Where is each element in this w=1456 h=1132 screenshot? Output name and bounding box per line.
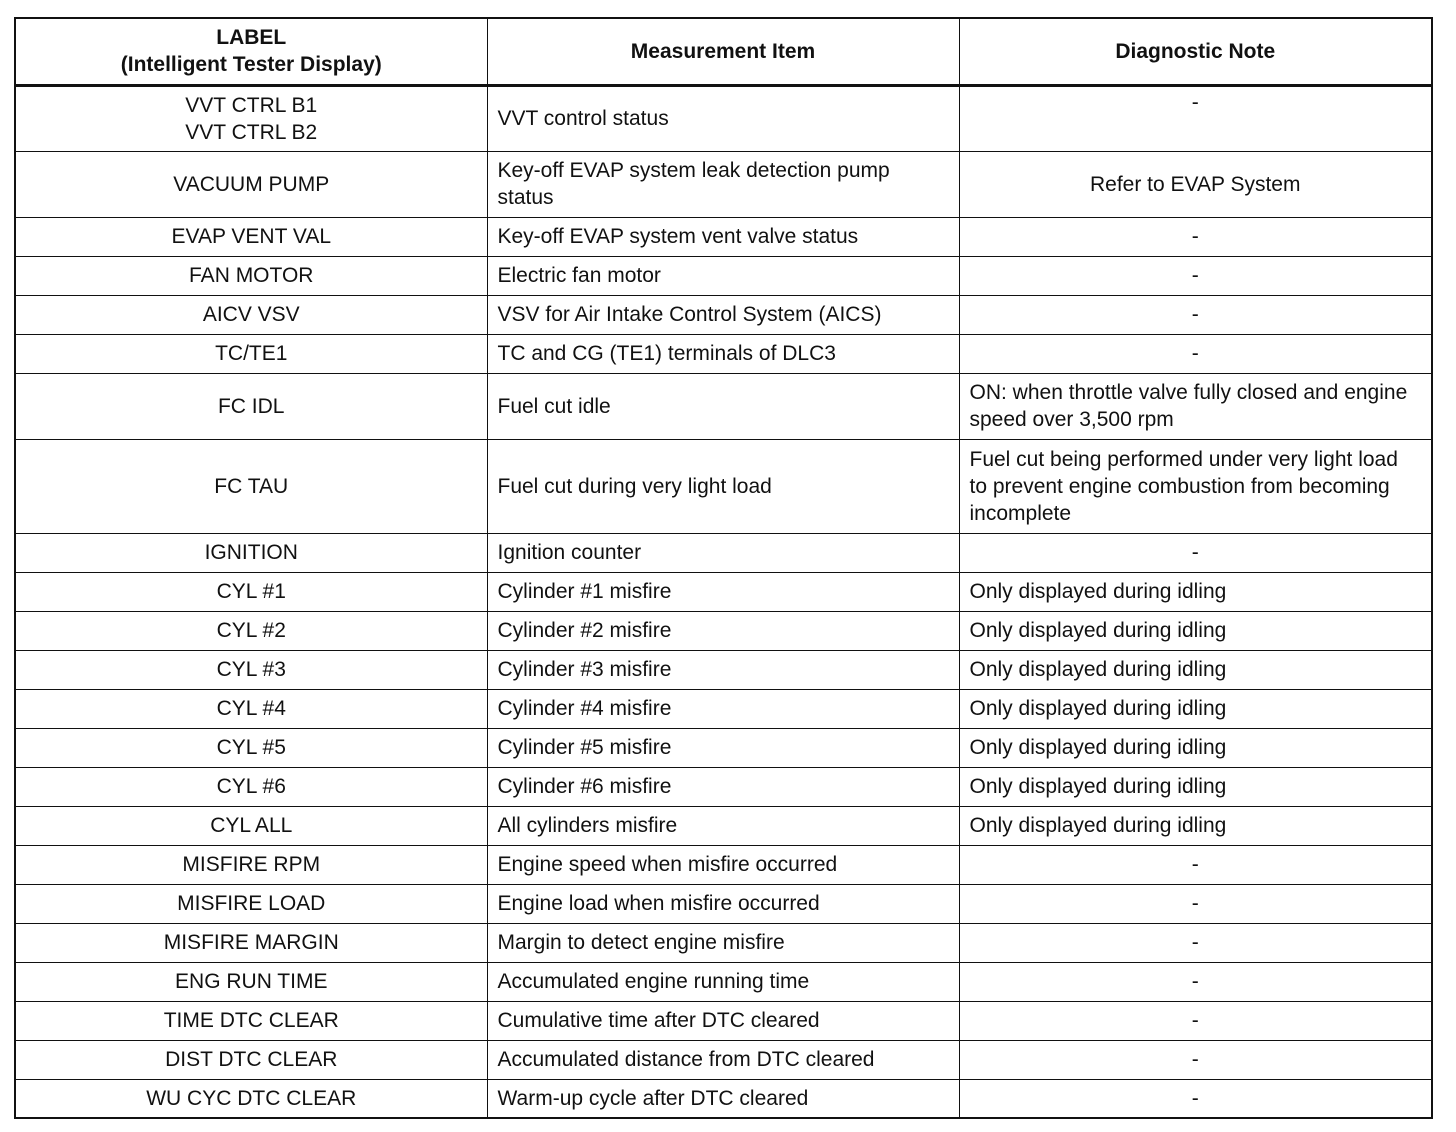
table-row	[15, 295, 1432, 334]
table-body	[15, 85, 1432, 1118]
measurement-item-cell: Accumulated distance from DTC cleared	[487, 1040, 959, 1079]
label-cell: FC IDL	[15, 373, 487, 439]
label-cell: CYL ALL	[15, 806, 487, 845]
diagnostic-note-cell: Only displayed during idling	[959, 767, 1432, 806]
diagnostic-note-cell: -	[959, 533, 1432, 572]
table-row	[15, 1001, 1432, 1040]
table-row	[15, 256, 1432, 295]
measurement-item-cell: Cylinder #6 misfire	[487, 767, 959, 806]
label-cell: AICV VSV	[15, 295, 487, 334]
label-cell: TC/TE1	[15, 334, 487, 373]
table-row	[15, 439, 1432, 533]
table-row	[15, 923, 1432, 962]
label-cell: MISFIRE RPM	[15, 845, 487, 884]
measurement-item-cell: Accumulated engine running time	[487, 962, 959, 1001]
measurement-item-cell: Key-off EVAP system vent valve status	[487, 217, 959, 256]
label-cell: FAN MOTOR	[15, 256, 487, 295]
label-cell: CYL #5	[15, 728, 487, 767]
measurement-item-cell: All cylinders misfire	[487, 806, 959, 845]
diagnostic-note-cell: Only displayed during idling	[959, 611, 1432, 650]
diagnostic-note-cell: Only displayed during idling	[959, 689, 1432, 728]
table-row	[15, 650, 1432, 689]
diagnostic-note-cell: Refer to EVAP System	[959, 151, 1432, 217]
measurement-item-cell: Warm-up cycle after DTC cleared	[487, 1079, 959, 1118]
label-cell: CYL #3	[15, 650, 487, 689]
table-row	[15, 1040, 1432, 1079]
column-header-measurement-item: Measurement Item	[487, 18, 959, 85]
diagnostic-note-cell: -	[959, 295, 1432, 334]
table-row	[15, 767, 1432, 806]
table-row	[15, 845, 1432, 884]
column-header-label: LABEL (Intelligent Tester Display)	[15, 18, 487, 85]
diagnostic-note-cell: -	[959, 1079, 1432, 1118]
label-cell: VACUUM PUMP	[15, 151, 487, 217]
diagnostic-note-cell: -	[959, 217, 1432, 256]
table-row	[15, 728, 1432, 767]
measurement-item-cell: Key-off EVAP system leak detection pump status	[487, 151, 959, 217]
table-row	[15, 611, 1432, 650]
label-cell: WU CYC DTC CLEAR	[15, 1079, 487, 1118]
diagnostic-note-cell: -	[959, 85, 1432, 151]
diagnostic-note-cell: -	[959, 1001, 1432, 1040]
table-row	[15, 373, 1432, 439]
table-row	[15, 1079, 1432, 1118]
label-cell: TIME DTC CLEAR	[15, 1001, 487, 1040]
label-cell: CYL #2	[15, 611, 487, 650]
table-row	[15, 85, 1432, 151]
measurement-item-cell: Margin to detect engine misfire	[487, 923, 959, 962]
measurement-item-cell: Engine speed when misfire occurred	[487, 845, 959, 884]
measurement-item-cell: Fuel cut during very light load	[487, 439, 959, 533]
header-row	[15, 18, 1432, 85]
diagnostic-note-cell: Only displayed during idling	[959, 650, 1432, 689]
table-row	[15, 806, 1432, 845]
label-cell: CYL #1	[15, 572, 487, 611]
measurement-item-cell: TC and CG (TE1) terminals of DLC3	[487, 334, 959, 373]
measurement-item-cell: Cylinder #1 misfire	[487, 572, 959, 611]
column-header-diagnostic-note: Diagnostic Note	[959, 18, 1432, 85]
label-cell: FC TAU	[15, 439, 487, 533]
table-row	[15, 533, 1432, 572]
diagnostic-data-table	[14, 17, 1433, 1119]
measurement-item-cell: Cylinder #4 misfire	[487, 689, 959, 728]
table-row	[15, 884, 1432, 923]
diagnostic-note-cell: -	[959, 845, 1432, 884]
diagnostic-note-cell: Fuel cut being performed under very light load to prevent engine combustion from becoming incomplete	[959, 439, 1432, 533]
diagnostic-note-cell: -	[959, 923, 1432, 962]
table-header	[15, 18, 1432, 85]
label-cell: IGNITION	[15, 533, 487, 572]
label-cell: DIST DTC CLEAR	[15, 1040, 487, 1079]
measurement-item-cell: Engine load when misfire occurred	[487, 884, 959, 923]
measurement-item-cell: Ignition counter	[487, 533, 959, 572]
table-row	[15, 689, 1432, 728]
measurement-item-cell: Cylinder #5 misfire	[487, 728, 959, 767]
diagnostic-note-cell: ON: when throttle valve fully closed and engine speed over 3,500 rpm	[959, 373, 1432, 439]
diagnostic-note-cell: -	[959, 884, 1432, 923]
diagnostic-note-cell: Only displayed during idling	[959, 572, 1432, 611]
table-row	[15, 334, 1432, 373]
measurement-item-cell: Electric fan motor	[487, 256, 959, 295]
diagnostic-note-cell: -	[959, 1040, 1432, 1079]
label-cell: EVAP VENT VAL	[15, 217, 487, 256]
label-cell: CYL #6	[15, 767, 487, 806]
measurement-item-cell: VVT control status	[487, 85, 959, 151]
measurement-item-cell: VSV for Air Intake Control System (AICS)	[487, 295, 959, 334]
table-row	[15, 151, 1432, 217]
label-cell: VVT CTRL B1 VVT CTRL B2	[15, 85, 487, 151]
diagnostic-note-cell: Only displayed during idling	[959, 806, 1432, 845]
label-cell: MISFIRE MARGIN	[15, 923, 487, 962]
measurement-item-cell: Cylinder #3 misfire	[487, 650, 959, 689]
label-cell: CYL #4	[15, 689, 487, 728]
table-row	[15, 962, 1432, 1001]
diagnostic-note-cell: -	[959, 962, 1432, 1001]
diagnostic-note-cell: -	[959, 334, 1432, 373]
table-row	[15, 217, 1432, 256]
table-row	[15, 572, 1432, 611]
label-cell: ENG RUN TIME	[15, 962, 487, 1001]
diagnostic-note-cell: -	[959, 256, 1432, 295]
measurement-item-cell: Fuel cut idle	[487, 373, 959, 439]
measurement-item-cell: Cumulative time after DTC cleared	[487, 1001, 959, 1040]
label-cell: MISFIRE LOAD	[15, 884, 487, 923]
measurement-item-cell: Cylinder #2 misfire	[487, 611, 959, 650]
diagnostic-note-cell: Only displayed during idling	[959, 728, 1432, 767]
